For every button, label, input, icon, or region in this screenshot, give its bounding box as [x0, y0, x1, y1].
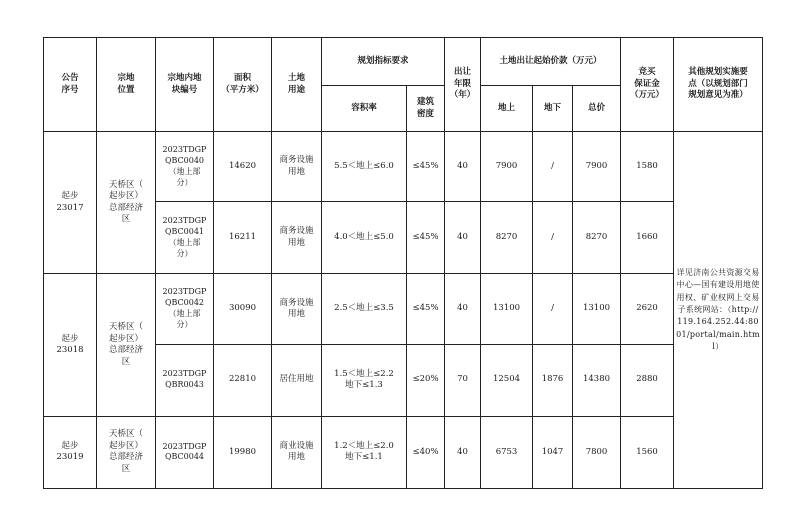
seq-cell: 起步 23017	[44, 132, 97, 274]
area-cell: 30090	[214, 274, 272, 344]
header-below: 地下	[533, 86, 573, 132]
other-requirements-note: 详见济南公共资源交易中心—国有建设用地使用权、矿业权网上交易子系统网站：（http://119.164.252.44:8001/portal/main.html）	[674, 132, 763, 489]
term-cell: 70	[445, 344, 481, 416]
total-price-cell: 7800	[573, 416, 621, 488]
above-price-cell: 13100	[481, 274, 533, 344]
term-cell: 40	[445, 416, 481, 488]
header-location: 宗地 位置	[97, 38, 156, 132]
plot-ratio-cell: 4.0＜地上≤5.0	[322, 202, 407, 274]
above-price-cell: 7900	[481, 132, 533, 202]
total-price-cell: 14380	[573, 344, 621, 416]
table-row	[44, 274, 763, 344]
header-area: 面积 （平方米）	[214, 38, 272, 132]
usage-cell: 商务设施 用地	[272, 132, 322, 202]
term-cell: 40	[445, 132, 481, 202]
density-cell: ≤45%	[407, 132, 445, 202]
usage-cell: 居住用地	[272, 344, 322, 416]
below-price-cell: /	[533, 202, 573, 274]
table-row	[44, 132, 763, 202]
header-price: 土地出让起始价款（万元）	[481, 38, 621, 86]
header-density: 建筑 密度	[407, 86, 445, 132]
below-price-cell: /	[533, 132, 573, 202]
header-usage: 土地 用途	[272, 38, 322, 132]
area-cell: 19980	[214, 416, 272, 488]
parcel-cell: 2023TDGP QBC0040 （地上部 分）	[156, 132, 214, 202]
plot-ratio-cell: 1.2＜地上≤2.0 地下≤1.1	[322, 416, 407, 488]
plot-ratio-cell: 2.5＜地上≤3.5	[322, 274, 407, 344]
area-cell: 22810	[214, 344, 272, 416]
density-cell: ≤20%	[407, 344, 445, 416]
header-deposit: 竞买 保证金 （万元）	[621, 38, 674, 132]
header-above: 地上	[481, 86, 533, 132]
deposit-cell: 1580	[621, 132, 674, 202]
density-cell: ≤40%	[407, 416, 445, 488]
parcel-cell: 2023TDGP QBC0041 （地上部 分）	[156, 202, 214, 274]
below-price-cell: 1876	[533, 344, 573, 416]
table-row	[44, 416, 763, 488]
total-price-cell: 7900	[573, 132, 621, 202]
term-cell: 40	[445, 274, 481, 344]
below-price-cell: 1047	[533, 416, 573, 488]
above-price-cell: 6753	[481, 416, 533, 488]
below-price-cell: /	[533, 274, 573, 344]
location-cell: 天桥区（ 起步区） 总部经济 区	[97, 274, 156, 416]
usage-cell: 商业设施 用地	[272, 416, 322, 488]
deposit-cell: 2620	[621, 274, 674, 344]
term-cell: 40	[445, 202, 481, 274]
total-price-cell: 8270	[573, 202, 621, 274]
header-total: 总价	[573, 86, 621, 132]
header-planning: 规划指标要求	[322, 38, 445, 86]
deposit-cell: 1560	[621, 416, 674, 488]
land-transfer-table	[43, 37, 763, 489]
area-cell: 16211	[214, 202, 272, 274]
header-term: 出让 年限 （年）	[445, 38, 481, 132]
plot-ratio-cell: 5.5＜地上≤6.0	[322, 132, 407, 202]
deposit-cell: 2880	[621, 344, 674, 416]
header-plot-ratio: 容积率	[322, 86, 407, 132]
location-cell: 天桥区（ 起步区） 总部经济 区	[97, 132, 156, 274]
header-other: 其他规划实施要 点（以规划部门 规划意见为准）	[674, 38, 763, 132]
seq-cell: 起步 23019	[44, 416, 97, 488]
total-price-cell: 13100	[573, 274, 621, 344]
parcel-cell: 2023TDGP QBC0042 （地上部 分）	[156, 274, 214, 344]
header-row-1	[44, 38, 763, 86]
usage-cell: 商务设施 用地	[272, 202, 322, 274]
usage-cell: 商务设施 用地	[272, 274, 322, 344]
location-cell: 天桥区（ 起步区） 总部经济 区	[97, 416, 156, 488]
density-cell: ≤45%	[407, 202, 445, 274]
header-seq: 公告 序号	[44, 38, 97, 132]
deposit-cell: 1660	[621, 202, 674, 274]
area-cell: 14620	[214, 132, 272, 202]
plot-ratio-cell: 1.5＜地上≤2.2 地下≤1.3	[322, 344, 407, 416]
above-price-cell: 12504	[481, 344, 533, 416]
seq-cell: 起步 23018	[44, 274, 97, 416]
parcel-cell: 2023TDGP QBR0043	[156, 344, 214, 416]
parcel-cell: 2023TDGP QBC0044	[156, 416, 214, 488]
header-parcel-no: 宗地内地 块编号	[156, 38, 214, 132]
density-cell: ≤45%	[407, 274, 445, 344]
above-price-cell: 8270	[481, 202, 533, 274]
